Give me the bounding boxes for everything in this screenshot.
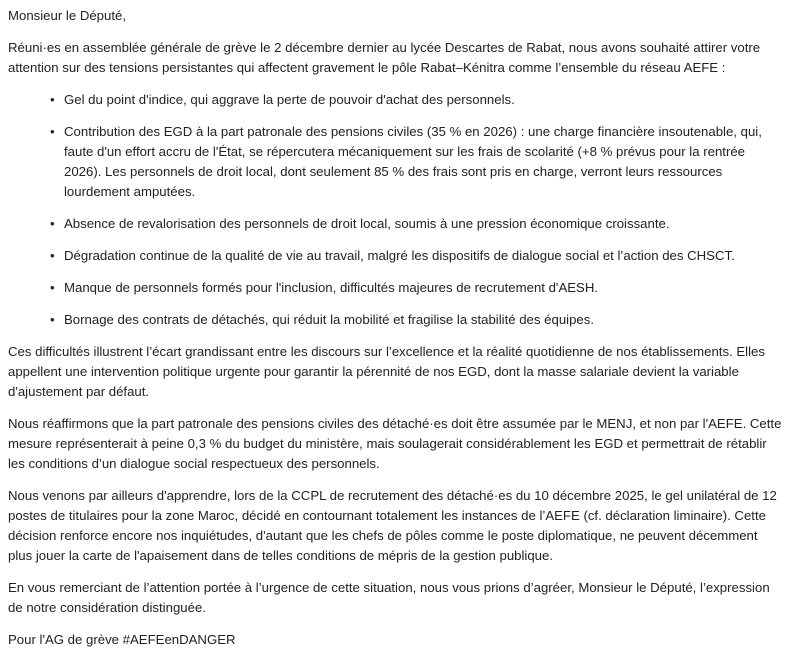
list-item xyxy=(50,214,785,234)
list-item xyxy=(50,246,785,266)
signature: Pour l'AG de grève #AEFEenDANGER xyxy=(8,632,236,647)
list-item-text: Bornage des contrats de détachés, qui réduit la mobilité et fragilise la stabilité des équipes. xyxy=(64,312,595,327)
intro-paragraph: Réuni·es en assemblée générale de grève le 2 décembre dernier au lycée Descartes de Rabat, nous avons souhaité attirer votre attention sur des tensions persistantes qui affectent gravement le pôle Rabat–Kénitra comme l’ensemble du réseau AEFE : xyxy=(8,40,761,75)
list-item-text: Absence de revalorisation des personnels de droit local, soumis à une pression économique croissante. xyxy=(64,216,670,231)
list-item xyxy=(50,90,785,110)
list-item xyxy=(50,310,785,330)
bullet-icon: • xyxy=(50,280,55,295)
body-paragraph: Nous venons par ailleurs d'apprendre, lors de la CCPL de recrutement des détaché·es du 10 décembre 2025, le gel unilatéral de 12 postes de titulaires pour la zone Maroc, décidé en contournant totalement les instances de l’AEFE (cf. déclaration liminaire). Cette décision renforce encore nos inquiétudes, d'autant que les chefs de pôles comme le poste diplomatique, ne peuvent décemment plus jouer la carte de l'apaisement dans de telles conditions de mépris de la gestion publique. xyxy=(8,488,777,563)
body-paragraph: Ces difficultés illustrent l’écart grandissant entre les discours sur l’excellence et la réalité quotidienne de nos établissements. Elles appellent une intervention politique urgente pour garantir la pérennité de nos EGD, dont la masse salariale devient la variable d'ajustement par défaut. xyxy=(8,344,765,399)
list-item xyxy=(50,278,785,298)
list-item-text: Dégradation continue de la qualité de vie au travail, malgré les dispositifs de dialogue social et l’action des CHSCT. xyxy=(64,248,735,263)
bullet-icon: • xyxy=(50,124,55,139)
grievance-list xyxy=(8,90,785,330)
bullet-icon: • xyxy=(50,92,55,107)
salutation: Monsieur le Député, xyxy=(8,8,127,23)
bullet-icon: • xyxy=(50,312,55,327)
body-paragraph: Nous réaffirmons que la part patronale des pensions civiles des détaché·es doit être assumée par le MENJ, et non par l'AEFE. Cette mesure représenterait à peine 0,3 % du budget du ministère, mais soulagerait considérablement les EGD et permettrait de rétablir les conditions d’un dialogue social respectueux des personnels. xyxy=(8,416,782,471)
list-item-text: Gel du point d'indice, qui aggrave la perte de pouvoir d'achat des personnels. xyxy=(64,92,515,107)
closing-paragraph: En vous remerciant de l’attention portée à l’urgence de cette situation, nous vous prions d’agréer, Monsieur le Député, l’expression de notre considération distinguée. xyxy=(8,580,770,615)
bullet-icon: • xyxy=(50,216,55,231)
list-item-text: Manque de personnels formés pour l'inclusion, difficultés majeures de recrutement d'AESH. xyxy=(64,280,599,295)
bullet-icon: • xyxy=(50,248,55,263)
list-item xyxy=(50,122,785,202)
list-item-text: Contribution des EGD à la part patronale des pensions civiles (35 % en 2026) : une charge financière insoutenable, qui, faute d'un effort accru de l'État, se répercutera mécaniquement sur les frais de scolarité (+8 % prévus pour la rentrée 2026). Les personnels de droit local, dont seulement 85 % des frais sont pris en charge, verront leurs ressources lourdement amputées. xyxy=(64,124,762,199)
